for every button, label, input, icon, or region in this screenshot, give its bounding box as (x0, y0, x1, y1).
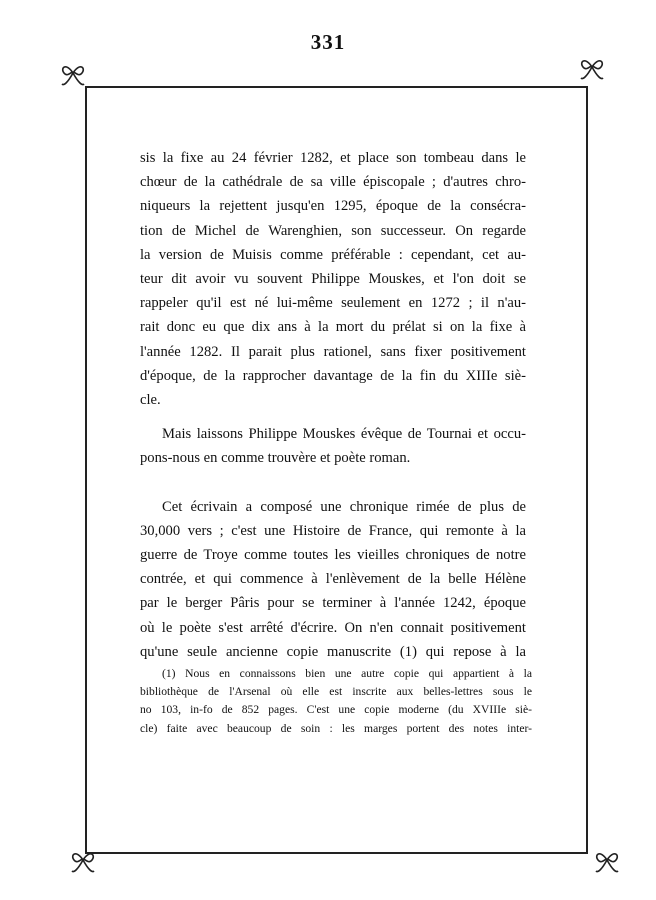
text-line: rappeler qu'il est né lui-même seulement en 1272 ; il n'au- (140, 295, 526, 312)
text-line: qu'une seule ancienne copie manuscrite (1) qui repose à la (140, 643, 526, 660)
text-line: contrée, et qui commence à l'enlèvement de la belle Hélène (140, 571, 526, 588)
text-line: cle. (140, 392, 161, 409)
fleuron-ornament-icon (577, 52, 607, 82)
text-line: l'année 1282. Il parait plus rationel, sans fixer positivement (140, 343, 526, 360)
footnote-line: no 103, in-fo de 852 pages. C'est une copie moderne (du XVIIIe siè- (140, 703, 532, 717)
footnote-line: (1) Nous en connaissons bien une autre copie qui appartient à la (162, 667, 532, 680)
footnote-line: bibliothèque de l'Arsenal où elle est inscrite aux belles-lettres sous le (140, 685, 532, 699)
text-line: Cet écrivain a composé une chronique rimée de plus de (162, 498, 526, 515)
text-line: la version de Muisis comme préférable : cependant, cet au- (140, 246, 526, 263)
text-line: guerre de Troye comme toutes les vieilles chroniques de notre (140, 547, 526, 564)
fleuron-ornament-icon (592, 845, 622, 875)
text-line: rait donc eu que dix ans à la mort du prélat si on la fixe à (140, 319, 526, 336)
text-line: Mais laissons Philippe Mouskes évêque de Tournai et occu- (162, 426, 526, 443)
text-line: pons-nous en comme trouvère et poète roman. (140, 450, 411, 467)
footnote (140, 665, 532, 738)
text-line: teur dit avoir vu souvent Philippe Mouskes, et l'on doit se (140, 271, 526, 288)
text-line: tion de Michel de Warenghien, son successeur. On regarde (140, 222, 526, 239)
page-number: 331 (310, 30, 346, 54)
text-line: par le berger Pâris pour se terminer à l'année 1242, époque (140, 595, 526, 612)
text-line: 30,000 vers ; c'est une Histoire de France, qui remonte à la (140, 522, 526, 539)
body-text (140, 146, 526, 664)
text-line: niqueurs la rejettent jusqu'en 1295, époque de la consécra- (140, 198, 526, 215)
footnote-line: cle) faite avec beaucoup de soin : les marges portent des notes inter- (140, 721, 532, 735)
fleuron-ornament-icon (68, 845, 98, 875)
fleuron-ornament-icon (58, 58, 88, 88)
text-line: sis la fixe au 24 février 1282, et place son tombeau dans le (140, 150, 526, 166)
text-line: où le poète s'est arrêté d'écrire. On n'en connait positivement (140, 619, 526, 636)
paragraph-2 (140, 422, 526, 470)
text-line: d'époque, de la rapprocher davantage de la fin du XIIIe siè- (140, 367, 526, 384)
text-line: chœur de la cathédrale de sa ville épiscopale ; d'autres chro- (140, 174, 526, 191)
paragraph-3 (140, 495, 526, 664)
paragraph-1 (140, 146, 526, 412)
